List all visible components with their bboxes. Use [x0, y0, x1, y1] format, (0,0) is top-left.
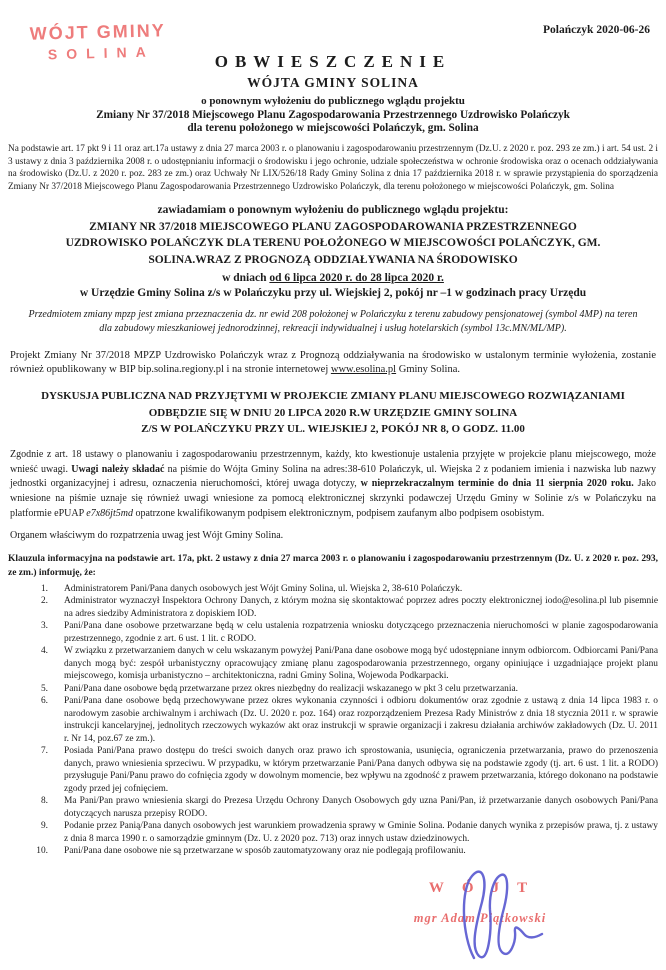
list-item-text: Pani/Pana dane osobowe będą przetwarzane przez okres niezbędny do realizacji wskazanego w pkt 3 celu przetwarzania. — [64, 683, 518, 694]
publication-website-link: www.esolina.pl — [330, 364, 397, 376]
remarks-part1: Zgodnie z art. 18 ustawy o planowaniu i zagospodarowaniu przestrzennym, każdy, kto kwestionuje ustalenia przyjęte w projekcie planu miejscowego, może wnieść uwagi. — [10, 448, 656, 475]
list-item-text: Pani/Pana dane osobowe nie są przetwarzane w sposób zautomatyzowany oraz nie podlegają profilowaniu. — [64, 846, 466, 857]
list-item — [8, 645, 658, 683]
list-item-number: 2. — [40, 596, 48, 607]
list-item-text: Administratorem Pani/Pana danych osobowych jest Wójt Gminy Solina, ul. Wiejska 2, 38-610 Polańczyk. — [64, 583, 463, 594]
header-line3: dla terenu położonego w miejscowości Polańczyk, gm. Solina — [187, 122, 479, 134]
document-title: OBWIESZCZENIE — [214, 52, 452, 71]
list-item-number: 1. — [40, 583, 48, 594]
remarks-epuap-id: e7x86jt5md — [86, 507, 133, 519]
notice-block — [0, 204, 666, 299]
list-item-text: Ma Pani/Pan prawo wniesienia skargi do Prezesa Urzędu Ochrony Danych Osobowych gdy uzna Pani/Pan, iż przetwarzanie danych osobowych Pani/Pana dotyczących narusza przepisy RODO. — [64, 796, 658, 819]
list-item-number: 3. — [40, 621, 48, 632]
list-item-number: 10. — [36, 846, 48, 857]
office-stamp — [30, 20, 167, 62]
header-line1: o ponownym wyłożeniu do publicznego wglądu projektu — [201, 95, 465, 107]
list-item — [8, 795, 658, 820]
notice-dates-range: od 6 lipca 2020 r. do 28 lipca 2020 r. — [269, 271, 444, 284]
list-item-text: Pani/Pana dane osobowe przetwarzane będą w celu ustalenia rozpatrzenia wniosku dotyczącego przeznaczenia nieruchomości w planie zagospodarowania przestrzennego, zgodnie z art. 6 ust. 1 lit. c RODO. — [64, 621, 658, 644]
publication-part2: Gminy Solina. — [396, 364, 460, 376]
subject-note: Przedmiotem zmiany mpzp jest zmiana przeznaczenia dz. nr ewid 208 położonej w Polańczyku z terenu zabudowy pensjonatowej (symbol 4MP) na teren dla zabudowy mieszkaniowej jednorodzinnej, rekreacji indywidualnej i usług hotelarskich (symbol 13c.MN/ML/MP). — [28, 308, 638, 335]
publication-part1: Projekt Zmiany Nr 37/2018 MPZP Uzdrowisko Polańczyk wraz z Prognozą oddziaływania na środowisko w ustalonym terminie wyłożenia, zostanie również opublikowany w BIP bip.solina.regiony.pl i na stronie internetowej — [10, 349, 656, 376]
notice-plan-title: ZMIANY NR 37/2018 MIEJSCOWEGO PLANU ZAGOSPODAROWANIA PRZESTRZENNEGO UZDROWISKO POLAŃCZYK DLA TERENU POŁOŻONEGO W MIEJSCOWOŚCI POLAŃCZYK, GM. SOLINA.WRAZ Z PROGNOZĄ ODDZIAŁYWANIA NA ŚRODOWISKO — [65, 220, 601, 266]
header-line2: Zmiany Nr 37/2018 Miejscowego Planu Zagospodarowania Przestrzennego Uzdrowisko Polańczyk — [96, 109, 570, 121]
list-item-number: 5. — [40, 683, 48, 694]
list-item-text: Pani/Pana dane osobowe będą przechowywane przez okres wykonania czynności i odbioru dokumentów oraz zgodnie z ustawą z dnia 14 lipca 1983 r. o narodowym zasobie archiwalnym i archiwach (Dz. U. 2020 r. poz. 164) oraz rozporządzeniem Prezesa Rady Ministrów z dnia 18 stycznia 2011 r. w sprawie instrukcji kancelaryjnej, jednolitych rzeczowych wykazów akt oraz instrukcji w sprawie organizacji i zakresu działania archiwów zakładowych (Dz. U. 2011 r. Nr 14, poz.67 ze zm.). — [64, 696, 658, 744]
list-item — [8, 845, 658, 858]
signature-block — [360, 880, 600, 926]
signature-stamp-title: WÓJT — [428, 879, 546, 896]
notice-dates-line — [0, 272, 666, 284]
remarks-paragraph — [10, 448, 656, 521]
discussion-line1: DYSKUSJA PUBLICZNA NAD PRZYJĘTYMI W PROJEKCIE ZMIANY PLANU MIEJSCOWEGO ROZWIĄZANIAMI — [41, 390, 625, 403]
authority-line: Organem właściwym do rozpatrzenia uwag jest Wójt Gminy Solina. — [10, 530, 284, 542]
list-item-text: Podanie przez Panią/Pana danych osobowych jest warunkiem prowadzenia sprawy w Gminie Solina. Podanie danych wynika z przepisów prawa, tj. z ustawy z dnia 8 marca 1990 r. o samorządzie gminnym (Dz. U. z 2020 poz. 713) oraz innych ustaw dziedzinowych. — [64, 821, 658, 844]
list-item-number: 6. — [40, 696, 48, 707]
publication-paragraph — [10, 349, 656, 379]
notice-intro: zawiadamiam o ponownym wyłożeniu do publicznego wglądu projektu: — [157, 203, 509, 216]
list-item-text: W związku z przetwarzaniem danych w celu wskazanym powyżej Pani/Pana dane osobowe mogą być udostępniane innym odbiorcom. Odbiorcami Pani/Pana danych mogą być: zespół urbanistyczny opracowujący zmianę planu zagospodarowania przestrzennego, organy opiniujące i uzgadniające projekt planu miejscowego, komisja urbanistyczno – architektoniczna, radni Gminy Solina, Wojewoda Podkarpacki. — [64, 646, 658, 682]
public-discussion-block — [0, 388, 666, 438]
document-header — [0, 0, 666, 134]
list-item — [8, 683, 658, 696]
notice-location: w Urzędzie Gminy Solina z/s w Polańczyku przy ul. Wiejskiej 2, pokój nr –1 w godzinach pracy Urzędu — [79, 286, 587, 299]
rodo-list — [8, 583, 658, 858]
signature-stamp-name: mgr Adam Piątkowski — [413, 910, 547, 925]
list-item-number: 9. — [40, 821, 48, 832]
discussion-line3: Z/S W POLAŃCZYKU PRZY UL. WIEJSKIEJ 2, POKÓJ NR 8, O GODZ. 11.00 — [141, 423, 525, 436]
list-item — [8, 745, 658, 795]
list-item — [8, 595, 658, 620]
list-item-number: 7. — [40, 746, 48, 757]
notice-dates-prefix: w dniach — [222, 271, 270, 284]
discussion-line2: ODBĘDZIE SIĘ W DNIU 20 LIPCA 2020 R.W URZĘDZIE GMINY SOLINA — [148, 406, 518, 419]
rodo-clause-intro: Klauzula informacyjna na podstawie art. 17a, pkt. 2 ustawy z dnia 27 marca 2003 r. o planowaniu i zagospodarowaniu przestrzennym (Dz. U. z 2020 r. poz. 293, ze zm.) informuję, że: — [8, 554, 658, 578]
office-stamp-line1: WÓJT GMINY — [29, 20, 166, 44]
list-item-number: 4. — [40, 646, 48, 657]
document-subtitle: WÓJTA GMINY SOLINA — [247, 75, 419, 90]
legal-basis-paragraph: Na podstawie art. 17 pkt 9 i 11 oraz art.17a ustawy z dnia 27 marca 2003 r. o planowaniu i zagospodarowaniu przestrzennym (Dz.U. z 2020 r. poz. 293 ze zm.) i art. 54 ust. 2 i 3 ustawy z dnia 3 października 2008 r. o udostępnianiu informacji o środowisku i jego ochronie, udziale społeczeństwa w ochronie środowiska oraz o ocenach oddziaływania na środowisko (Dz.U. z 2020 r. poz. 283 ze zm.) oraz Uchwały Nr LIX/526/18 Rady Gminy Solina z dnia 17 października 2018 r. w sprawie przystąpienia do sporządzenia Zmiany Nr 37/2018 Miejscowego Planu Zagospodarowania Przestrzennego Uzdrowisko Polańczyk, dla terenu położonego w miejscowości Polańczyk, gm. Solina — [8, 144, 658, 192]
list-item — [8, 620, 658, 645]
list-item-number: 8. — [40, 796, 48, 807]
list-item-text: Administrator wyznaczył Inspektora Ochrony Danych, z którym można się skontaktować poprzez adres poczty elektronicznej iodo@esolina.pl lub pisemnie na adres siedziby Administratora z dopiskiem IOD. — [64, 596, 658, 619]
remarks-part2: na piśmie do Wójta Gminy Solina na adres:38-610 Polańczyk, ul. Wiejska 2 z podaniem imienia i nazwiska lub nazwy jednostki organizacyjnej i adresu, oznaczenia nieruchomości, której uwaga dotyczy, — [10, 463, 656, 490]
list-item — [8, 583, 658, 596]
document-date: Polańczyk 2020-06-26 — [542, 24, 650, 36]
office-stamp-line2: SOLINA — [47, 43, 155, 63]
remarks-bold-deadline: w nieprzekraczalnym terminie do dnia 11 sierpnia 2020 roku. — [360, 478, 634, 490]
remarks-part3: Jako wniesione na piśmie uznaje się również uwagi wniesione za pomocą elektronicznej skrzynki podawczej Urzędu Gminy w Solinie z/s w Polańczyku na platformie ePUAP — [10, 478, 656, 519]
remarks-part4: opatrzone kwalifikowanym podpisem elektronicznym, podpisem zaufanym albo podpisem osobistym. — [132, 507, 545, 519]
list-item — [8, 695, 658, 745]
list-item — [8, 820, 658, 845]
list-item-text: Posiada Pani/Pana prawo dostępu do treści swoich danych oraz prawo ich sprostowania, usunięcia, ograniczenia przetwarzania, prawo do przenoszenia danych, prawo wniesienia sprzeciwu. W przypadku, w którym przetwarzanie Pani/Pana danych odbywa się na podstawie zgody (tj. art. 6 ust. 1 lit. a RODO) przysługuje Pani/Panu prawo do cofnięcia zgody w dowolnym momencie, bez wpływu na zgodność z prawem przetwarzania, którego dokonano na podstawie zgody przed jej cofnięciem. — [64, 746, 658, 794]
remarks-bold-submit: Uwagi należy składać — [71, 463, 165, 475]
